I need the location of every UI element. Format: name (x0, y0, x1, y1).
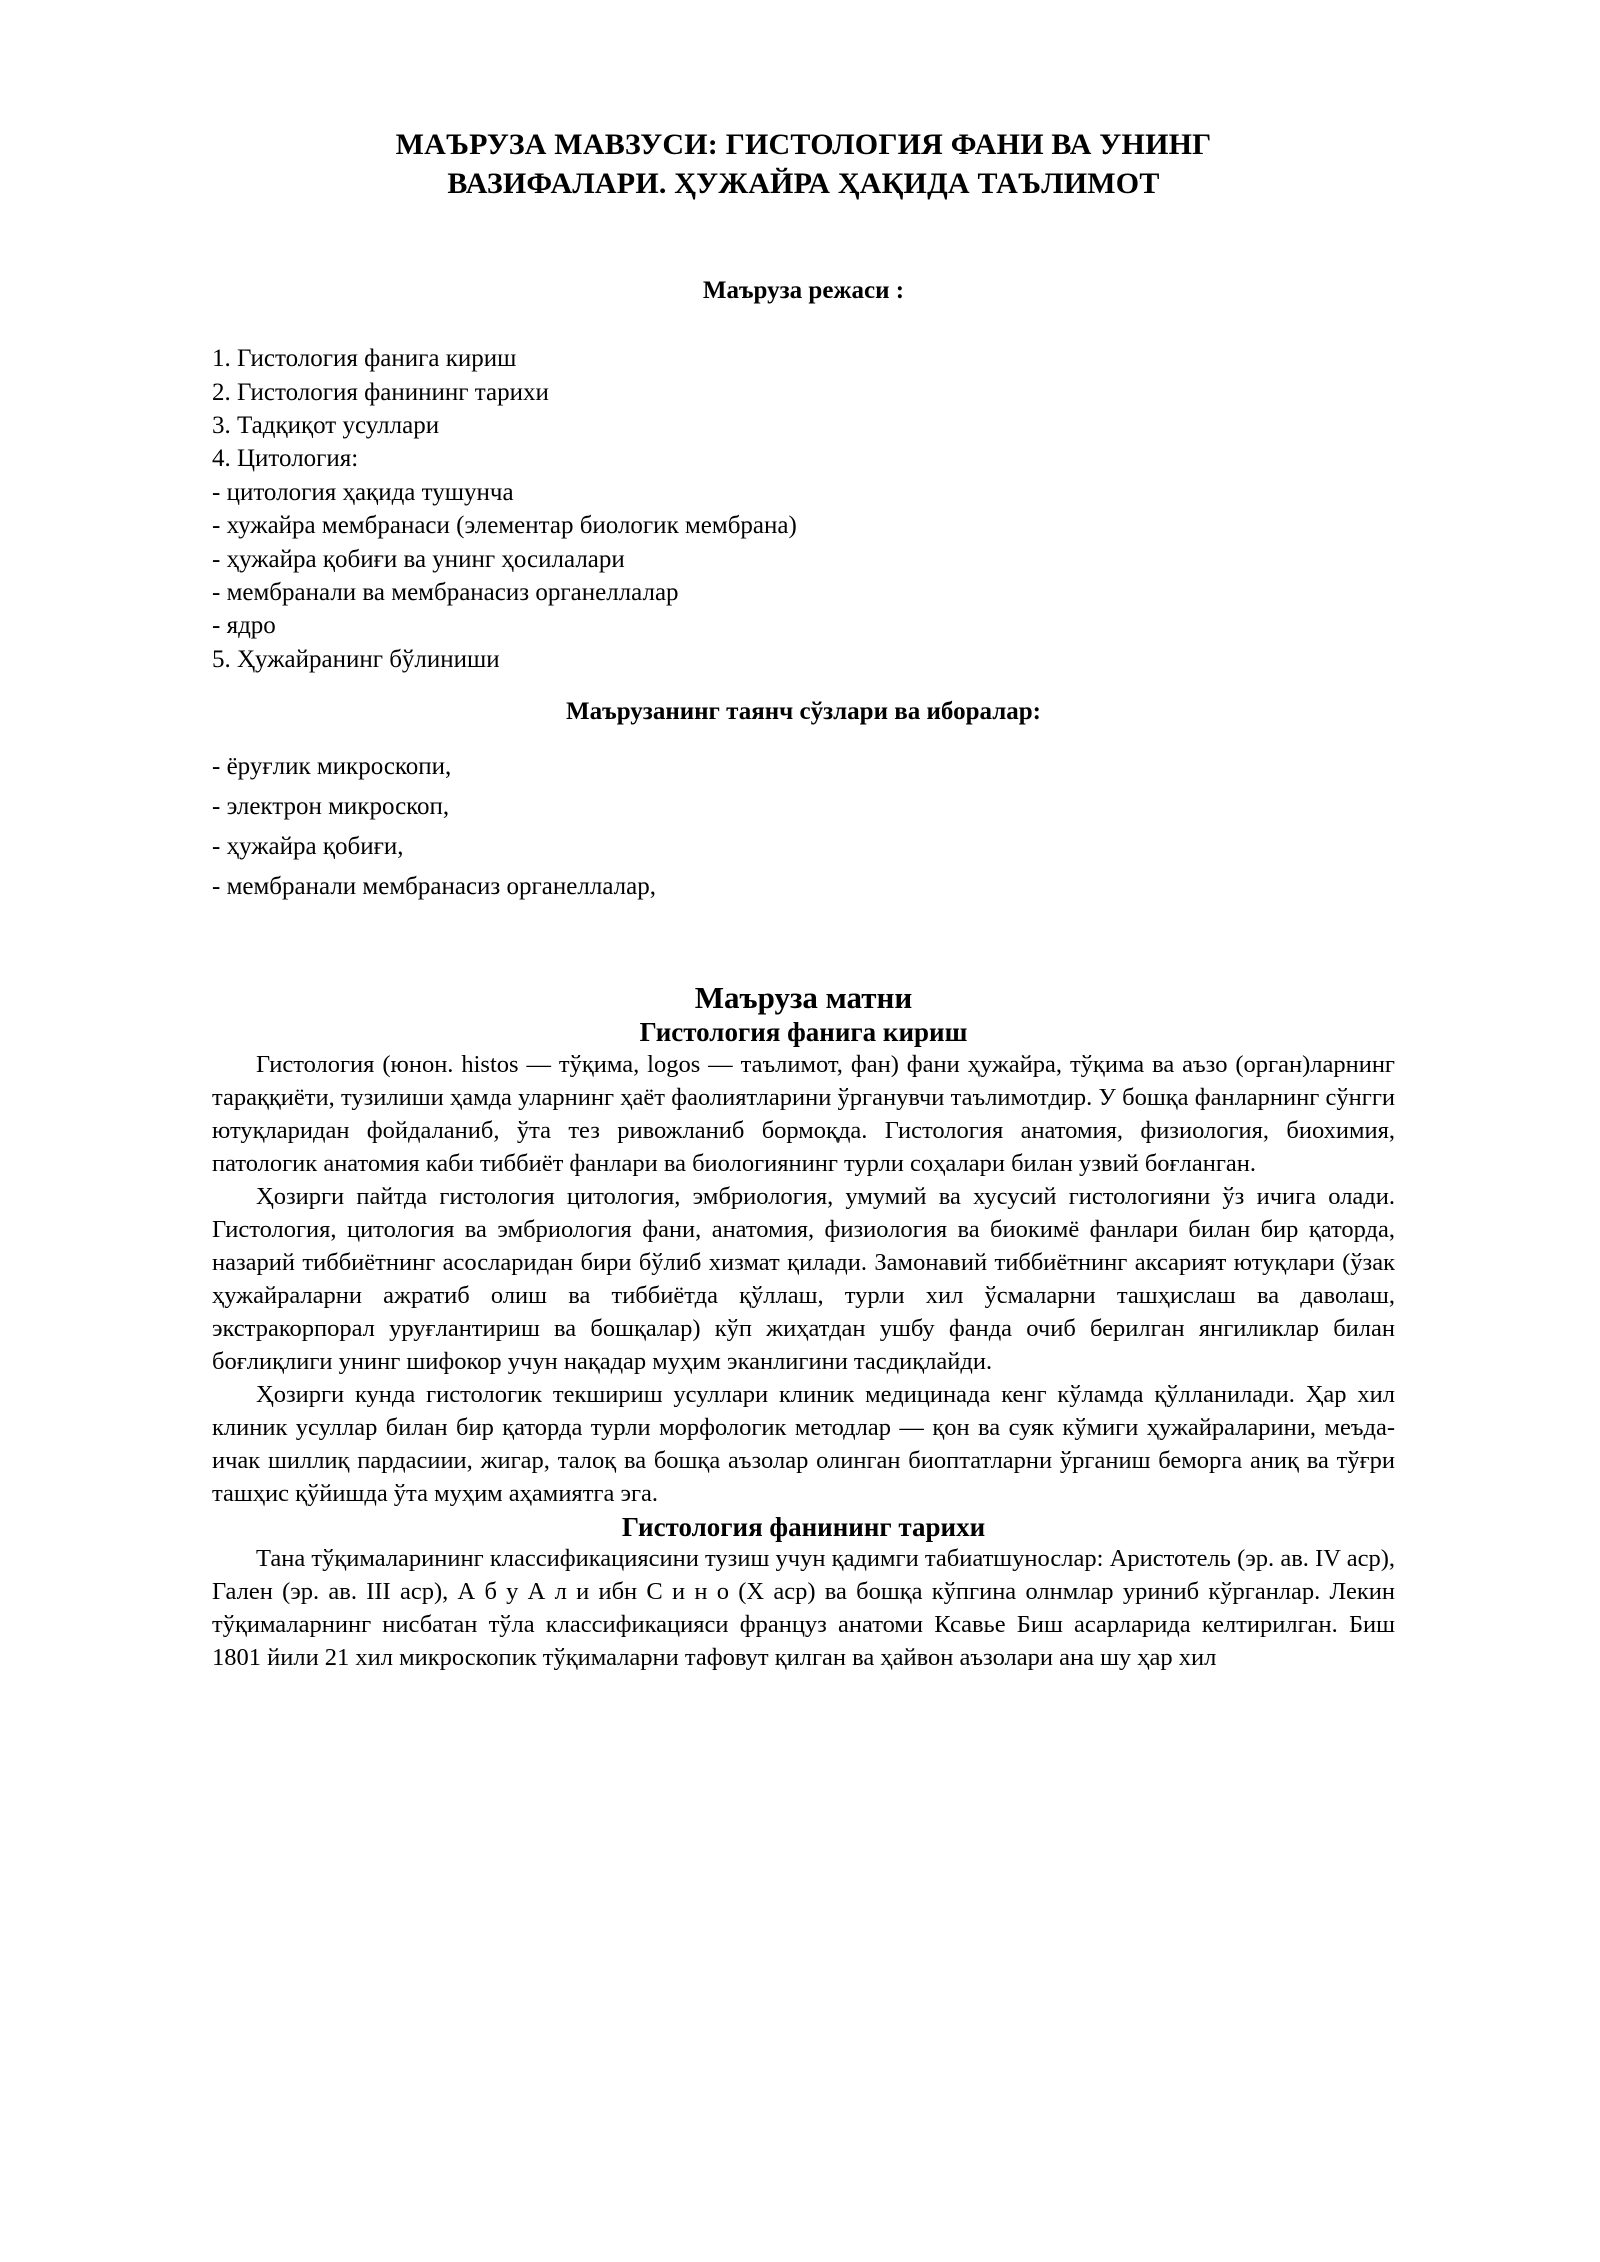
paragraph: Тана тўқималарининг классификациясини тузиш учун қадимги табиатшунослар: Аристотель (эр. ав. IV аср), Гален (эр. ав. III аср), А б у А л и ибн С и н о (X аср) ва бошқа кўпгина олнмлар уриниб кўрганлар. Лекин тўқималарнинг нисбатан тўла классификацияси француз анатоми Ксавье Биш асарларида келтирилган. Биш 1801 йили 21 хил микроскопик тўқималарни тафовут қилган ва ҳайвон аъзолари ана шу ҳар хил (212, 1545, 1395, 1672)
list-item: 1. Гистология фанига кириш (212, 345, 517, 373)
list-item: - ядро (212, 612, 276, 640)
list-item: 2. Гистология фанининг тарихи (212, 378, 549, 406)
spacer (212, 676, 1395, 696)
keywords-heading: Маърузанинг таянч сўзлари ва иборалар: (566, 698, 1041, 725)
list-item: 5. Ҳужайранинг бўлиниши (212, 645, 500, 673)
paragraph: Ҳозирги кунда гистологик текшириш усуллари клиник медицинада кенг кўламда қўлланилади. Ҳар хил клиник усуллар билан бир қаторда турли морфологик методлар — қон ва суяк кўмиги ҳужайраларини, меъда-ичак шиллиқ пардасиии, жигар, талоқ ва бошқа аъзолар олинган биоптатларни ўрганиш беморга аниқ ва тўғри ташҳис қўйишда ўта муҳим аҳамиятга эга. (212, 1380, 1395, 1507)
paragraph: Гистология (юнон. histos — тўқима, logos — таълимот, фан) фани ҳужайра, тўқима ва аъзо (орган)ларнинг тараққиёти, тузилиши ҳамда уларнинг ҳаёт фаолиятларини ўрганувчи таълимотдир. У бошқа фанларнинг сўнгги ютуқларидан фойдаланиб, ўта тез ривожланиб бормоқда. Гистология анатомия, физиология, биохимия, патологик анатомия каби тиббиёт фанлари ва биологиянинг турли соҳалари билан узвий боғланган. (212, 1051, 1395, 1178)
list-item: - ёруғлик микроскопи, (212, 753, 452, 781)
section-1-heading: Гистология фанига кириш (639, 1017, 968, 1048)
paragraph: Ҳозирги пайтда гистология цитология, эмбриология, умумий ва хусусий гистологияни ўз ичига олади. Гистология, цитология ва эмбриология фани, анатомия, физиология ва биокимё фанлари билан бир қаторда, назарий тиббиётнинг асосларидан бири бўлиб хизмат қилади. Замонавий тиббиётнинг аксарият ютуқлари (ўзак ҳужайраларни ажратиб олиш ва тиббиётда қўллаш, турли хил ўсмаларни ташҳислаш ва даволаш, экстракорпорал уруғлантириш ва бошқалар) кўп жиҳатдан ушбу фанда очиб берилган янгиликлар билан боғлиқлиги унинг шифокор учун нақадар муҳим эканлигини тасдиқлайди. (212, 1183, 1395, 1375)
keywords-list (212, 747, 1395, 907)
lecture-text-heading: Маъруза матни (694, 980, 913, 1016)
list-item: 4. Цитология: (212, 445, 359, 473)
list-item: 3. Тадқиқот усуллари (212, 412, 440, 439)
list-item: - электрон микроскоп, (212, 793, 450, 821)
list-item: - ҳужайра қобиғи, (212, 833, 404, 861)
spacer (212, 907, 1395, 979)
spacer (212, 727, 1395, 747)
page-title-line-2: ВАЗИФАЛАРИ. ҲУЖАЙРА ҲАҚИДА ТАЪЛИМОТ (447, 167, 1160, 200)
spacer (212, 203, 1395, 275)
section-2-heading: Гистология фанининг тарихи (621, 1511, 986, 1542)
page-title-line-1: МАЪРУЗА МАВЗУСИ: ГИСТОЛОГИЯ ФАНИ ВА УНИНГ (395, 128, 1212, 161)
spacer (212, 306, 1395, 342)
list-item: - мембранали мембранасиз органеллалар, (212, 873, 656, 901)
plan-list (212, 342, 1395, 676)
list-item: - мембранали ва мембранасиз органеллалар (212, 578, 679, 606)
list-item: - цитология ҳақида тушунча (212, 478, 514, 506)
list-item: - ҳужайра қобиғи ва унинг ҳосилалари (212, 545, 625, 573)
list-item: - хужайра мембранаси (элементар биологик мембрана) (212, 512, 797, 540)
page-title (212, 125, 1395, 203)
plan-heading: Маъруза режаси : (702, 277, 905, 304)
